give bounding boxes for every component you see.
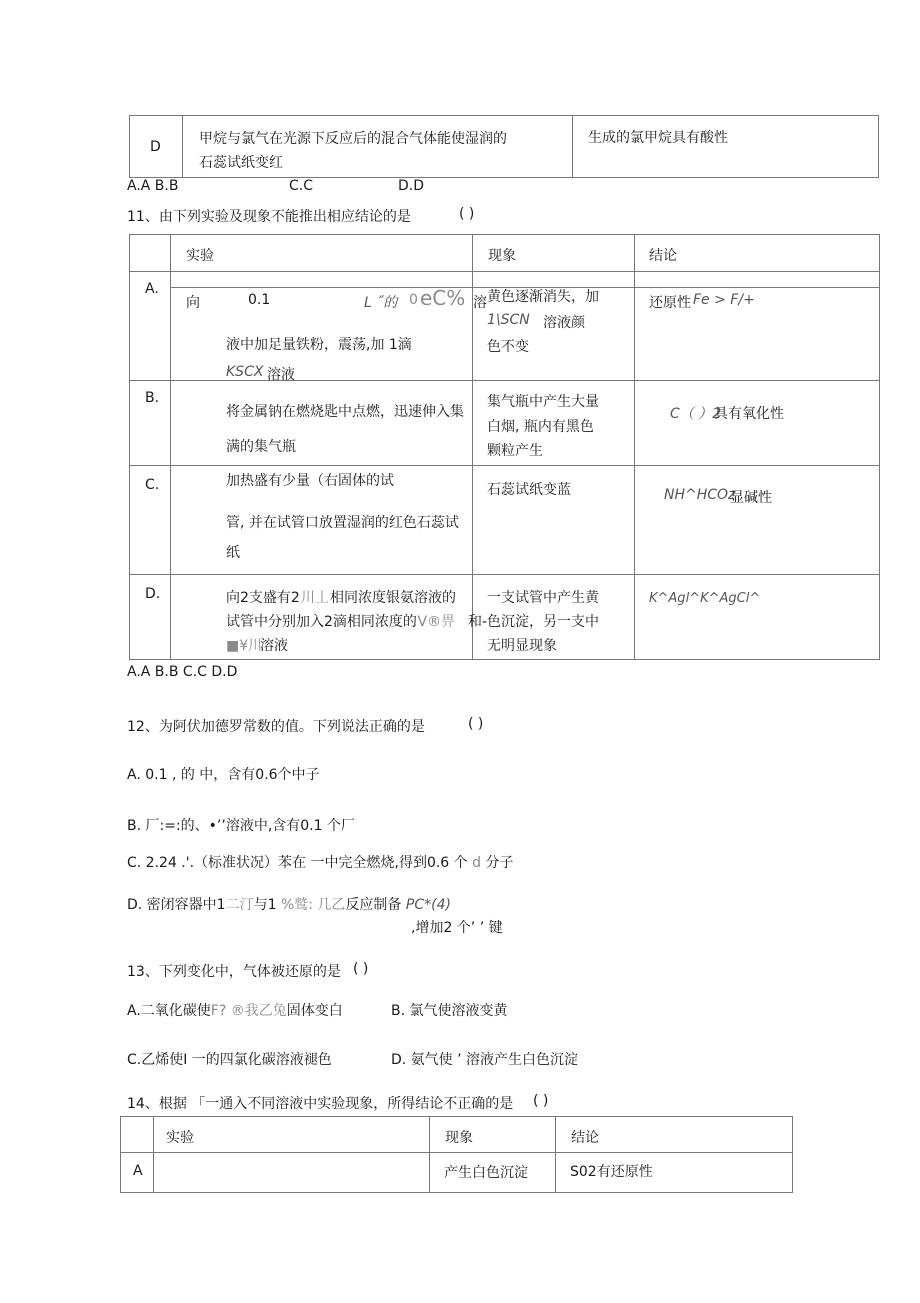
conclusion-text: 生成的氯甲烷具有酸性 [588, 130, 728, 146]
header-experiment: 实验 [166, 1130, 194, 1146]
row-d-exp-2c: 和- [468, 614, 488, 630]
q13-option-a-1: A.二氧化碳使 [127, 1003, 211, 1019]
q12-option-b: B. 厂:=:的、•’’溶液中,含有0.1 个厂 [127, 818, 355, 834]
experiment-cell [183, 116, 573, 178]
row-c-concl-a: NH^HCOz [664, 487, 736, 503]
header-experiment: 实验 [186, 248, 214, 264]
row-a-concl: S02有还原性 [570, 1164, 653, 1180]
row-d-exp-3b: 溶液 [260, 638, 288, 654]
q12-option-d [127, 894, 451, 914]
q12-option-d-line2: ,增加2 个’ ’ 键 [411, 920, 503, 936]
row-a-concl-a: 还原性 [649, 295, 691, 311]
q11-answer-paren: ( ) [459, 206, 475, 222]
row-d-exp-1b: 川丄 [301, 590, 329, 606]
q13-option-c: C.乙烯使I 一的四氯化碳溶液褪色 [127, 1052, 332, 1068]
q12-answer-paren: ( ) [468, 716, 484, 732]
q13-option-d: D. 氨气使 ’ 溶液产生白色沉淀 [391, 1052, 579, 1068]
option-ab: A.A B.B [127, 178, 179, 194]
row-d-phen-1: 一支试管中产生黄 [487, 590, 599, 606]
q12-option-d-3: 与1 [253, 897, 281, 913]
experiment-line-2: 石蕊试纸变红 [199, 155, 283, 171]
row-c-exp-3: 纸 [226, 545, 240, 561]
row-a-phen: 产生白色沉淀 [444, 1165, 528, 1181]
row-b-concl-b: 具有氧化性 [714, 406, 784, 422]
header-conclusion: 结论 [571, 1130, 599, 1146]
q12-stem: 12、为阿伏加德罗常数的值。下列说法正确的是 [127, 719, 425, 735]
q14-table-clip [120, 1116, 792, 1181]
row-d-concl: K^Agl^K^AgCl^ [649, 591, 761, 606]
experiment-line-1: 甲烷与氯气在光源下反应后的混合气体能使湿润的 [199, 131, 507, 147]
header-phenomenon: 现象 [445, 1130, 473, 1146]
q10-table-tail [129, 115, 879, 178]
row-b-exp-2: 满的集气瓶 [226, 439, 296, 455]
q13-option-b: B. 氯气使溶液变黄 [391, 1003, 508, 1019]
q12-option-d-5: 反应制备 [345, 897, 406, 913]
q14-stem: 14、根据 「一通入不同溶液中实验现象，所得结论不正确的是 [127, 1096, 514, 1112]
row-d-exp-2b: .V®畀 [413, 614, 456, 630]
q12-option-c-symbol: d [472, 855, 482, 871]
q12-option-c [127, 852, 513, 872]
table-header-row [130, 235, 880, 272]
row-b-phen-2: 白烟, 瓶内有黑色 [487, 419, 594, 435]
q14-table [120, 1116, 793, 1193]
q12-option-d-1: D. 密闭容器中1 [127, 897, 226, 913]
q12-option-d-2: 二汀 [225, 897, 254, 913]
row-a-exp-3b: 溶液 [267, 367, 295, 383]
table-row-d [130, 575, 880, 660]
row-a-exp-1b: 0.1 [248, 292, 271, 308]
q12-option-a: A. 0.1 , 的 中，含有0.6个中子 [127, 767, 320, 783]
row-a-phen-2a: 1\SCN [487, 312, 530, 328]
table-row-a [121, 1153, 793, 1193]
table-row-a [130, 272, 880, 381]
row-c-concl-b: 显碱性 [730, 490, 772, 506]
row-d-phen-2: 色沉淀，另一支中 [487, 614, 599, 630]
q13-option-a-3: 固体变白 [286, 1003, 343, 1019]
header-phenomenon: 现象 [488, 248, 516, 264]
q12-option-c-tail: 分子 [481, 855, 514, 871]
row-a-exp-1a: 向 [186, 295, 200, 311]
header-conclusion: 结论 [649, 248, 677, 264]
row-a-exp-1e: eC% [420, 286, 466, 310]
row-d-exp-3a: ■¥川 [226, 638, 263, 654]
row-a-concl-b: Fe > F/+ [693, 292, 755, 308]
row-b-concl-a: C（ ）2 [670, 406, 722, 422]
q11-table [129, 234, 880, 660]
row-b-phen-3: 颗粒产生 [487, 443, 543, 459]
q13-option-a-2: F? ®我乙兔 [210, 1003, 287, 1019]
row-d-exp-2a: 试管中分别加入2滴相同浓度的 [226, 614, 417, 630]
q13-option-a [127, 1000, 343, 1020]
row-a-exp-1f: 溶 [473, 295, 487, 311]
q13-stem: 13、下列变化中，气体被还原的是 [127, 964, 341, 980]
option-d: D.D [398, 178, 425, 194]
row-a-phen-1: 黄色逐渐消失，加 [487, 289, 599, 305]
q14-answer-paren: ( ) [533, 1093, 549, 1109]
table-header-row [121, 1117, 793, 1153]
row-a-phen-3: 色不变 [487, 339, 529, 355]
q11-stem: 11、由下列实验及现象不能推出相应结论的是 [127, 209, 411, 225]
row-a-exp-3a: KSCX [226, 364, 264, 380]
row-a-phen-2b: 溶液颜 [543, 315, 585, 331]
q13-answer-paren: ( ) [353, 961, 369, 977]
q12-option-d-4: %鹫: 几乙 [280, 897, 346, 913]
row-b-label: B. [145, 390, 160, 406]
table-row-b [130, 381, 880, 466]
q12-option-c-main: C. 2.24 .'.（标准状况）苯在 一中完全燃烧,得到0.6 个 [127, 855, 473, 871]
row-d-exp-1a: 向2支盛有2 [226, 590, 300, 606]
q12-option-d-6: PC*(4) [405, 897, 451, 913]
row-a-label: A. [145, 281, 159, 297]
row-a-exp-2: 液中加足量铁粉，震荡,加 1滴 [226, 337, 412, 353]
row-b-phen-1: 集气瓶中产生大量 [487, 394, 599, 410]
row-d-phen-3: 无明显现象 [487, 638, 557, 654]
row-b-exp-1: 将金属钠在燃烧匙中点燃，迅速伸入集 [226, 404, 464, 420]
row-c-phen: 石蕊试纸变蓝 [487, 482, 571, 498]
q11-options: A.A B.B C.C D.D [127, 664, 238, 680]
row-d-label: D. [145, 586, 161, 602]
row-a-exp-1c: L ˝的 [364, 295, 398, 311]
table-row-c [130, 466, 880, 575]
row-label-cell [130, 116, 183, 178]
option-c: C.C [289, 178, 314, 194]
row-a-exp-1d: 0 [409, 292, 418, 308]
row-label: D [150, 139, 161, 155]
row-c-exp-2: 管, 并在试管口放置湿润的红色石蕊试 [226, 515, 459, 531]
row-d-exp-1c: 相同浓度银氨溶液的 [330, 590, 456, 606]
row-a-label: A [133, 1163, 143, 1179]
row-c-exp-1: 加热盛有少量（右固体的试 [226, 473, 394, 489]
row-c-label: C. [145, 477, 160, 493]
conclusion-cell [573, 116, 879, 178]
